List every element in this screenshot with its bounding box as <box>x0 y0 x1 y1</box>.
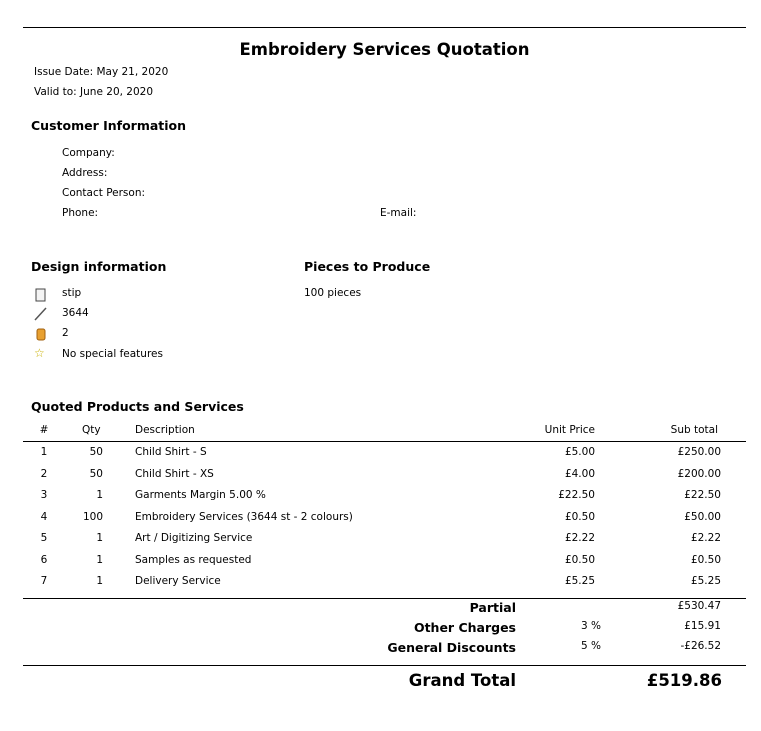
row-sub: £200.00 <box>677 467 721 480</box>
row-num: 5 <box>40 532 48 544</box>
col-desc: Description <box>135 424 195 436</box>
row-sub: £22.50 <box>684 489 721 501</box>
row-sub: £5.25 <box>690 575 721 587</box>
pieces-value: 100 pieces <box>304 287 362 299</box>
row-qty: 50 <box>89 467 103 480</box>
page-title: Embroidery Services Quotation <box>239 40 530 59</box>
company-label: Company: <box>62 147 115 159</box>
row-qty: 1 <box>96 532 103 544</box>
grand-total-value: £519.86 <box>646 671 722 690</box>
star-icon: ☆ <box>34 346 45 360</box>
row-num: 4 <box>40 510 48 523</box>
row-num: 3 <box>40 489 48 501</box>
grand-total-label: Grand Total <box>408 671 516 690</box>
row-qty: 50 <box>89 446 103 458</box>
special-features: No special features <box>62 348 163 360</box>
grand-divider <box>23 665 746 666</box>
valid-to: Valid to: June 20, 2020 <box>34 86 154 98</box>
row-sub: £2.22 <box>690 532 721 544</box>
stitch-count: 3644 <box>62 307 89 319</box>
pieces-heading: Pieces to Produce <box>304 259 431 274</box>
row-num: 6 <box>40 553 48 566</box>
row-desc: Art / Digitizing Service <box>135 532 253 544</box>
top-divider <box>23 27 746 28</box>
partial-label: Partial <box>469 600 516 615</box>
totals-divider <box>23 598 746 599</box>
thread-spool-icon <box>34 327 48 341</box>
col-num: # <box>39 424 49 436</box>
row-unit: £4.00 <box>564 467 595 480</box>
row-qty: 1 <box>96 575 103 587</box>
row-desc: Samples as requested <box>135 553 252 566</box>
design-name: stip <box>62 287 82 299</box>
email-label: E-mail: <box>380 207 417 219</box>
row-unit: £2.22 <box>564 532 595 544</box>
row-unit: £5.25 <box>564 575 595 587</box>
row-sub: £250.00 <box>677 446 721 458</box>
needle-icon <box>33 307 47 321</box>
colour-count: 2 <box>62 327 69 339</box>
discounts-value: -£26.52 <box>680 640 721 652</box>
row-desc: Child Shirt - XS <box>135 467 214 480</box>
row-qty: 1 <box>96 489 103 501</box>
contact-label: Contact Person: <box>62 187 146 199</box>
address-label: Address: <box>62 167 108 179</box>
issue-date: Issue Date: May 21, 2020 <box>34 66 169 78</box>
other-charges-value: £15.91 <box>684 620 721 632</box>
row-qty: 100 <box>82 510 103 523</box>
col-subtotal: Sub total <box>670 424 718 436</box>
discounts-pct: 5 % <box>581 640 601 652</box>
products-heading: Quoted Products and Services <box>31 399 244 414</box>
row-desc: Embroidery Services (3644 st - 2 colours) <box>135 510 353 523</box>
row-num: 7 <box>40 575 48 587</box>
col-unit-price: Unit Price <box>544 424 595 436</box>
row-unit: £5.00 <box>564 446 595 458</box>
row-num: 1 <box>40 446 48 458</box>
row-num: 2 <box>40 467 48 480</box>
row-sub: £50.00 <box>684 510 721 523</box>
page-icon <box>34 288 48 302</box>
row-sub: £0.50 <box>690 553 721 566</box>
customer-heading: Customer Information <box>31 118 187 133</box>
row-unit: £22.50 <box>558 489 595 501</box>
row-qty: 1 <box>96 553 103 566</box>
design-heading: Design information <box>31 259 167 274</box>
row-desc: Garments Margin 5.00 % <box>135 489 266 501</box>
other-charges-pct: 3 % <box>581 620 601 632</box>
other-charges-label: Other Charges <box>413 620 516 635</box>
col-qty: Qty <box>82 424 101 436</box>
header-divider <box>23 441 746 442</box>
phone-label: Phone: <box>62 207 99 219</box>
discounts-label: General Discounts <box>387 640 516 655</box>
row-unit: £0.50 <box>564 553 595 566</box>
partial-value: £530.47 <box>677 600 721 612</box>
row-unit: £0.50 <box>564 510 595 523</box>
row-desc: Delivery Service <box>135 575 221 587</box>
row-desc: Child Shirt - S <box>135 446 207 458</box>
